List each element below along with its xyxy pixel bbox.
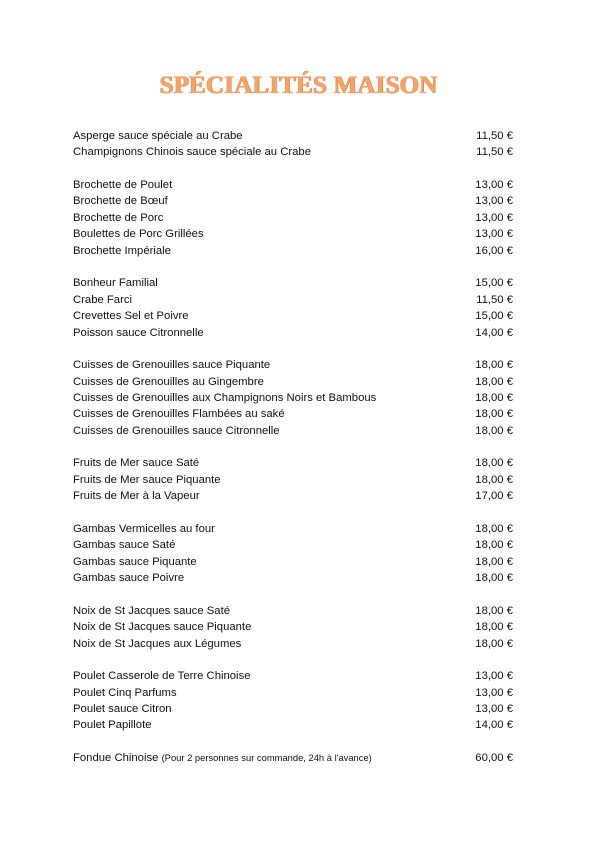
dish-name-text: Brochette de Porc xyxy=(73,211,164,224)
dish-name xyxy=(73,210,469,226)
menu-item xyxy=(73,701,513,717)
dish-name xyxy=(73,685,469,701)
dish-name-text: Brochette Impériale xyxy=(73,244,171,257)
dish-name-text: Brochette de Poulet xyxy=(73,179,173,192)
dish-name-text: Brochette de Bœuf xyxy=(73,195,168,208)
menu-item xyxy=(73,603,513,619)
dish-price: 13,00 € xyxy=(475,228,513,241)
dish-price: 11,50 € xyxy=(476,146,513,159)
dish-name xyxy=(73,357,469,373)
dish-name-text: Champignons Chinois sauce spéciale au Crabe xyxy=(73,146,312,159)
dish-name-text: Poisson sauce Citronnelle xyxy=(73,326,204,339)
dish-name xyxy=(73,325,469,341)
menu-item xyxy=(73,210,513,226)
dish-name-text: Poulet sauce Citron xyxy=(73,703,172,716)
dish-name-text: Cuisses de Grenouilles Flambées au saké xyxy=(73,408,285,421)
menu-item xyxy=(73,717,513,733)
dish-name xyxy=(73,193,469,209)
dish-price: 14,00 € xyxy=(475,719,513,732)
dish-price: 18,00 € xyxy=(475,473,513,486)
dish-price: 13,00 € xyxy=(475,670,513,683)
menu-item xyxy=(73,308,513,324)
dish-name xyxy=(73,374,469,390)
menu-item xyxy=(73,275,513,291)
dish-name-text: Fruits de Mer sauce Saté xyxy=(73,457,200,470)
dish-name xyxy=(73,488,469,504)
dish-price: 14,00 € xyxy=(475,326,513,339)
dish-name-text: Noix de St Jacques sauce Piquante xyxy=(73,621,252,634)
dish-name xyxy=(73,144,469,160)
menu-item xyxy=(73,193,513,209)
menu-section xyxy=(73,603,513,652)
dish-name xyxy=(73,275,469,291)
dish-name-text: Gambas sauce Piquante xyxy=(73,555,197,568)
dish-price: 18,00 € xyxy=(475,637,513,650)
dish-price: 13,00 € xyxy=(475,686,513,699)
menu-section xyxy=(73,668,513,734)
dish-name xyxy=(73,472,469,488)
menu-item xyxy=(73,537,513,553)
dish-name-text: Gambas Vermicelles au four xyxy=(73,522,215,535)
dish-price: 18,00 € xyxy=(475,424,513,437)
dish-price: 18,00 € xyxy=(475,391,513,404)
menu-item xyxy=(73,636,513,652)
menu-section xyxy=(73,128,513,161)
dish-price: 13,00 € xyxy=(475,179,513,192)
menu-list xyxy=(73,128,513,783)
dish-name xyxy=(73,636,469,652)
dish-name xyxy=(73,668,469,684)
dish-name-text: Fruits de Mer à la Vapeur xyxy=(73,490,200,503)
dish-name xyxy=(73,619,469,635)
dish-name-text: Fondue Chinoise xyxy=(73,752,159,765)
dish-name-text: Cuisses de Grenouilles sauce Piquante xyxy=(73,359,271,372)
dish-name-text: Bonheur Familial xyxy=(73,277,158,290)
dish-name-text: Gambas sauce Saté xyxy=(73,539,176,552)
dish-name xyxy=(73,292,469,308)
dish-price: 60,00 € xyxy=(475,752,513,765)
dish-name-text: Gambas sauce Poivre xyxy=(73,572,185,585)
dish-price: 18,00 € xyxy=(475,522,513,535)
menu-item xyxy=(73,226,513,242)
dish-name-text: Crabe Farci xyxy=(73,293,133,306)
dish-price: 13,00 € xyxy=(475,195,513,208)
menu-item xyxy=(73,144,513,160)
dish-price: 13,00 € xyxy=(475,211,513,224)
dish-price: 18,00 € xyxy=(475,621,513,634)
dish-name xyxy=(73,308,469,324)
dish-note: (Pour 2 personnes sur commande, 24h à l'avance) xyxy=(161,752,372,764)
dish-price: 11,50 € xyxy=(476,130,513,142)
dish-name xyxy=(73,455,469,471)
dish-name xyxy=(73,243,469,259)
menu-section xyxy=(73,177,513,259)
menu-item xyxy=(73,488,513,504)
menu-item xyxy=(73,521,513,537)
dish-price: 18,00 € xyxy=(475,359,513,372)
dish-name-text: Cuisses de Grenouilles sauce Citronnelle xyxy=(73,424,280,437)
menu-item xyxy=(73,455,513,471)
dish-price: 13,00 € xyxy=(475,703,513,716)
dish-name xyxy=(73,750,469,766)
menu-item xyxy=(73,128,513,144)
menu-section xyxy=(73,275,513,341)
dish-name-text: Fruits de Mer sauce Piquante xyxy=(73,473,221,486)
dish-name xyxy=(73,406,469,422)
menu-item xyxy=(73,325,513,341)
menu-item xyxy=(73,177,513,193)
menu-item xyxy=(73,374,513,390)
dish-name xyxy=(73,570,469,586)
menu-section xyxy=(73,357,513,439)
dish-price: 18,00 € xyxy=(475,539,513,552)
dish-name xyxy=(73,603,469,619)
menu-item xyxy=(73,554,513,570)
dish-name xyxy=(73,521,469,537)
dish-name xyxy=(73,554,469,570)
dish-price: 18,00 € xyxy=(475,408,513,421)
dish-name-text: Boulettes de Porc Grillées xyxy=(73,228,204,241)
menu-section xyxy=(73,750,513,766)
menu-item xyxy=(73,570,513,586)
menu-item xyxy=(73,292,513,308)
dish-price: 18,00 € xyxy=(475,572,513,585)
menu-item xyxy=(73,243,513,259)
dish-name-text: Poulet Papillote xyxy=(73,719,152,732)
dish-name-text: Cuisses de Grenouilles au Gingembre xyxy=(73,375,264,388)
dish-name xyxy=(73,537,469,553)
menu-item xyxy=(73,619,513,635)
dish-name-text: Asperge sauce spéciale au Crabe xyxy=(73,130,243,142)
menu-item xyxy=(73,423,513,439)
dish-name-text: Cuisses de Grenouilles aux Champignons Noirs et Bambous xyxy=(73,391,377,404)
dish-price: 16,00 € xyxy=(475,244,513,257)
dish-name-text: Noix de St Jacques aux Légumes xyxy=(73,637,242,650)
page-title: SPÉCIALITÉS MAISON xyxy=(159,72,438,99)
dish-price: 18,00 € xyxy=(475,604,513,617)
dish-price: 17,00 € xyxy=(475,490,513,503)
dish-price: 18,00 € xyxy=(475,457,513,470)
dish-price: 11,50 € xyxy=(476,293,513,306)
dish-name xyxy=(73,177,469,193)
menu-item xyxy=(73,357,513,373)
dish-price: 15,00 € xyxy=(475,277,513,290)
dish-name xyxy=(73,423,469,439)
dish-name xyxy=(73,226,469,242)
dish-name xyxy=(73,390,469,406)
dish-price: 18,00 € xyxy=(475,555,513,568)
menu-item xyxy=(73,750,513,766)
dish-name-text: Crevettes Sel et Poivre xyxy=(73,310,189,323)
menu-item xyxy=(73,668,513,684)
dish-name xyxy=(73,717,469,733)
menu-item xyxy=(73,685,513,701)
menu-item xyxy=(73,472,513,488)
menu-item xyxy=(73,406,513,422)
dish-name-text: Poulet Casserole de Terre Chinoise xyxy=(73,670,251,683)
dish-name-text: Noix de St Jacques sauce Saté xyxy=(73,604,230,617)
menu-section xyxy=(73,521,513,587)
dish-price: 15,00 € xyxy=(475,310,513,323)
dish-name-text: Poulet Cinq Parfums xyxy=(73,686,177,699)
dish-name xyxy=(73,701,469,717)
dish-price: 18,00 € xyxy=(475,375,513,388)
dish-name xyxy=(73,128,469,144)
menu-section xyxy=(73,455,513,504)
menu-item xyxy=(73,390,513,406)
